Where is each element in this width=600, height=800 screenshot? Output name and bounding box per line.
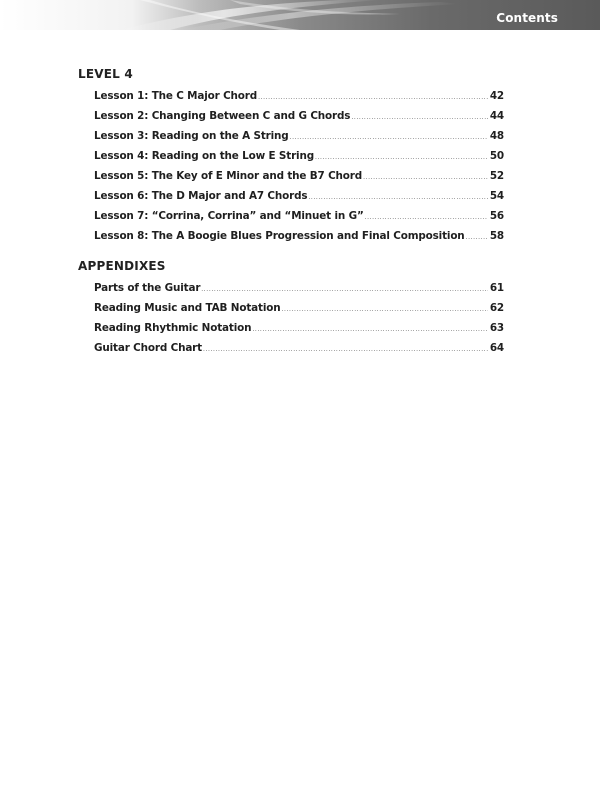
page-title: Contents (496, 11, 558, 25)
toc-entry[interactable] (94, 86, 504, 106)
toc-entry[interactable] (94, 318, 504, 338)
entry-title: Lesson 3: Reading on the A String (94, 130, 289, 142)
dot-leader (308, 188, 487, 208)
dot-leader (258, 88, 488, 108)
dot-leader (252, 320, 487, 340)
entry-title: Lesson 6: The D Major and A7 Chords (94, 190, 308, 202)
entry-title: Reading Rhythmic Notation (94, 322, 252, 334)
toc-entry[interactable] (94, 278, 504, 298)
page-number: 56 (489, 210, 504, 222)
entry-title: Parts of the Guitar (94, 282, 201, 294)
dot-leader (315, 148, 488, 168)
toc-entry[interactable] (94, 126, 504, 146)
toc-entry[interactable] (94, 338, 504, 358)
toc-entry[interactable] (94, 206, 504, 226)
dot-leader (365, 208, 488, 228)
page-number: 62 (489, 302, 504, 314)
dot-leader (290, 128, 488, 148)
page-number: 42 (489, 90, 504, 102)
page-number: 50 (489, 150, 504, 162)
toc-entry[interactable] (94, 226, 504, 246)
dot-leader (201, 280, 488, 300)
page-number: 52 (489, 170, 504, 182)
page-number: 54 (489, 190, 504, 202)
page-number: 63 (489, 322, 504, 334)
entry-title: Lesson 4: Reading on the Low E String (94, 150, 315, 162)
entry-title: Guitar Chord Chart (94, 342, 202, 354)
entry-title: Reading Music and TAB Notation (94, 302, 281, 314)
page-number: 61 (489, 282, 504, 294)
page-number: 58 (489, 230, 504, 242)
page-number: 48 (489, 130, 504, 142)
section-heading-appendixes: APPENDIXES (78, 259, 166, 273)
dot-leader (363, 168, 488, 188)
table-of-contents (78, 66, 504, 358)
toc-entry[interactable] (94, 298, 504, 318)
toc-entry[interactable] (94, 106, 504, 126)
level-4-entries (94, 86, 504, 246)
toc-entry[interactable] (94, 186, 504, 206)
dot-leader (466, 228, 488, 248)
dot-leader (351, 108, 487, 128)
page-number: 44 (489, 110, 504, 122)
dot-leader (281, 300, 487, 320)
entry-title: Lesson 8: The A Boogie Blues Progression and Final Composition (94, 230, 465, 242)
entry-title: Lesson 2: Changing Between C and G Chords (94, 110, 351, 122)
appendixes-entries (94, 278, 504, 358)
entry-title: Lesson 5: The Key of E Minor and the B7 Chord (94, 170, 363, 182)
entry-title: Lesson 1: The C Major Chord (94, 90, 258, 102)
dot-leader (203, 340, 488, 360)
toc-entry[interactable] (94, 146, 504, 166)
page-number: 64 (489, 342, 504, 354)
entry-title: Lesson 7: “Corrina, Corrina” and “Minuet in G” (94, 210, 364, 222)
header-banner (0, 0, 600, 30)
section-heading-level-4: LEVEL 4 (78, 67, 133, 81)
toc-entry[interactable] (94, 166, 504, 186)
